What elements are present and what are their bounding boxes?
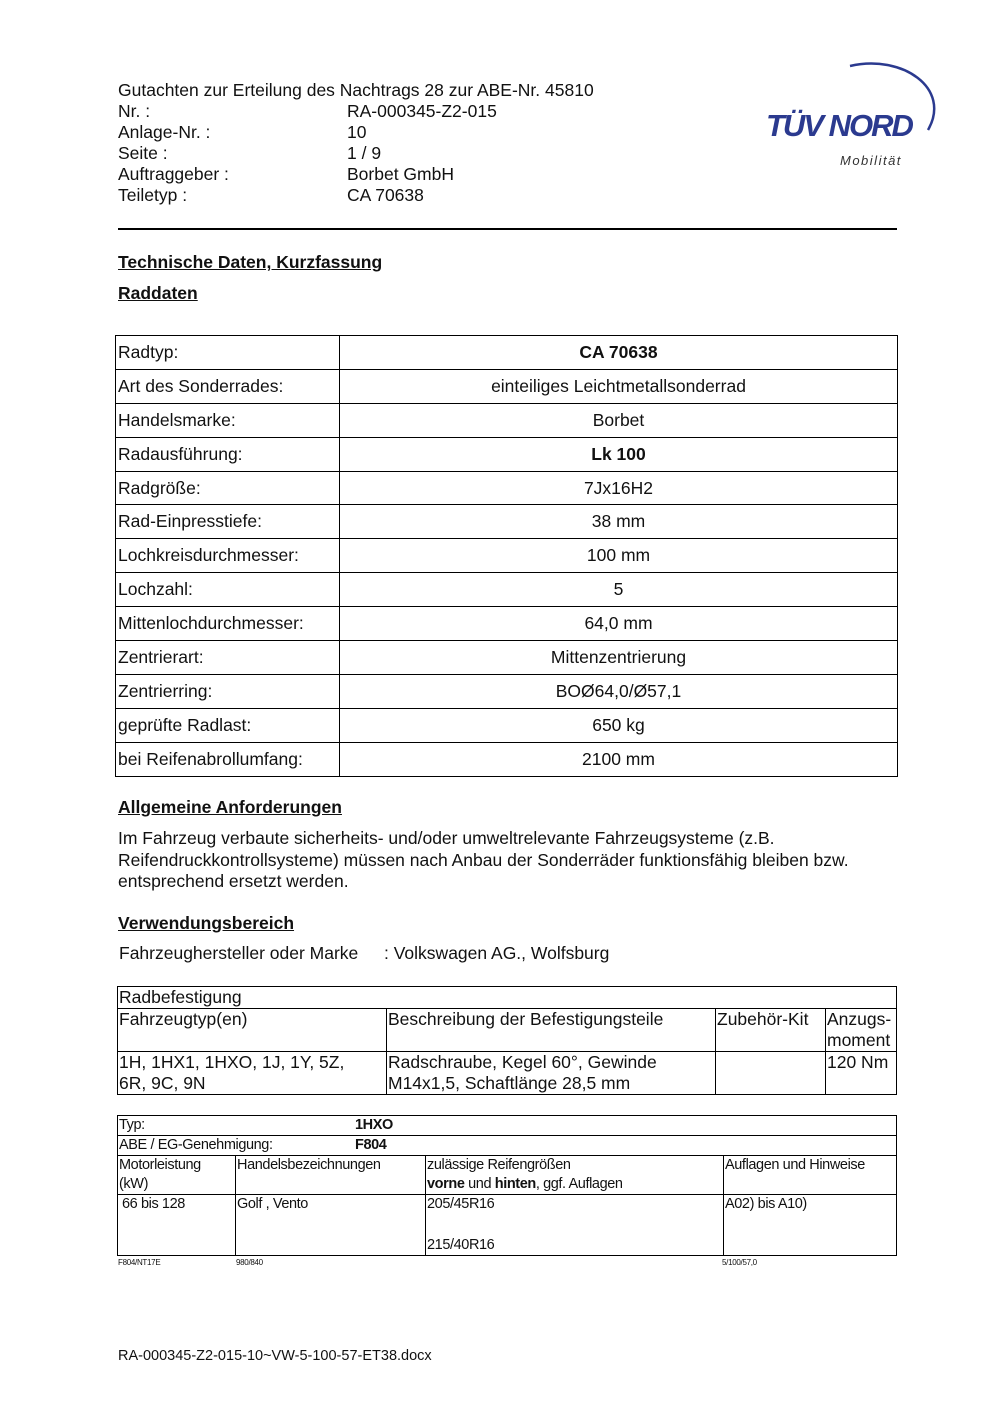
- row-label: Radgröße:: [116, 471, 340, 505]
- header-line: [427, 1175, 722, 1194]
- table-row: [116, 471, 898, 505]
- table-row: [116, 505, 898, 539]
- row-label: Lochzahl:: [116, 573, 340, 607]
- raddaten-table: [115, 335, 898, 777]
- row-label: bei Reifenabrollumfang:: [116, 742, 340, 776]
- typ-label: Typ:: [119, 1117, 145, 1133]
- typ-row: [118, 1116, 897, 1136]
- header-row-teiletyp: [118, 185, 594, 206]
- row-label: Mittenlochdurchmesser:: [116, 607, 340, 641]
- table-row: [118, 1116, 897, 1136]
- column-header: Handelsbezeichnungen: [236, 1156, 426, 1195]
- header-label: Seite :: [118, 143, 168, 163]
- header-divider: [118, 228, 897, 230]
- abe-row: [118, 1136, 897, 1156]
- cell-line: 1H, 1HX1, 1HXO, 1J, 1Y, 5Z,: [119, 1052, 345, 1072]
- header-bold: hinten: [494, 1176, 536, 1192]
- cell-beschreibung: [387, 1052, 716, 1095]
- row-value: 650 kg: [340, 708, 898, 742]
- logo-arc-icon: [762, 58, 942, 173]
- header-label: Nr. :: [118, 101, 151, 121]
- table-row: [116, 539, 898, 573]
- row-label: Zentrierring:: [116, 674, 340, 708]
- table-row: [116, 607, 898, 641]
- header-value: CA 70638: [347, 185, 424, 205]
- table-row: [116, 336, 898, 370]
- section-allgemeine-anforderungen: Allgemeine Anforderungen: [118, 797, 342, 817]
- table-row: [116, 641, 898, 675]
- header-label: Auftraggeber :: [118, 164, 229, 184]
- cell-auflagen: A02) bis A10): [724, 1195, 897, 1256]
- column-header: Zubehör-Kit: [716, 1009, 826, 1052]
- header-value: RA-000345-Z2-015: [347, 101, 497, 121]
- header-text: , ggf. Auflagen: [535, 1176, 623, 1192]
- row-label: geprüfte Radlast:: [116, 708, 340, 742]
- tuev-nord-logo: [762, 58, 942, 173]
- code-left: F804/NT17E: [118, 1258, 161, 1267]
- table-row: [116, 708, 898, 742]
- section-verwendungsbereich: Verwendungsbereich: [118, 913, 295, 933]
- abe-label: ABE / EG-Genehmigung:: [119, 1137, 273, 1153]
- cell-line: 215/40R16: [427, 1237, 495, 1253]
- row-value: 100 mm: [340, 539, 898, 573]
- column-header: Beschreibung der Befestigungsteile: [387, 1009, 716, 1052]
- logo-brand: TÜV NORD: [766, 108, 912, 143]
- row-value: 64,0 mm: [340, 607, 898, 641]
- table-row: [116, 742, 898, 776]
- row-label: Radtyp:: [116, 336, 340, 370]
- cell-line: M14x1,5, Schaftlänge 28,5 mm: [388, 1073, 631, 1093]
- row-label: Radausführung:: [116, 437, 340, 471]
- header-label: Teiletyp :: [118, 185, 188, 205]
- row-value: BOØ64,0/Ø57,1: [340, 674, 898, 708]
- column-header-anzugsmoment: [826, 1009, 897, 1052]
- column-header: Fahrzeugtyp(en): [118, 1009, 387, 1052]
- header-row-nr: [118, 101, 594, 122]
- header-line: moment: [827, 1030, 891, 1050]
- cell-moment: 120 Nm: [826, 1052, 897, 1095]
- header-value: 10: [347, 122, 367, 142]
- table-row: [118, 1009, 897, 1052]
- cell-motor: 66 bis 128: [118, 1195, 236, 1256]
- row-value: 7Jx16H2: [340, 471, 898, 505]
- table-row: [116, 437, 898, 471]
- row-value: Mittenzentrierung: [340, 641, 898, 675]
- radbefestigung-table: [117, 986, 897, 1095]
- cell-line: Radschraube, Kegel 60°, Gewinde: [388, 1052, 657, 1072]
- header-bold: vorne: [427, 1176, 465, 1192]
- cell-kit: [716, 1052, 826, 1095]
- column-header: Auflagen und Hinweise: [724, 1156, 897, 1195]
- text-line: entsprechend ersetzt werden.: [118, 871, 349, 891]
- cell-handel: Golf , Vento: [236, 1195, 426, 1256]
- table-row: [116, 403, 898, 437]
- cell-line: 6R, 9C, 9N: [119, 1073, 206, 1093]
- header-row-auftraggeber: [118, 164, 594, 185]
- row-value: 5: [340, 573, 898, 607]
- header-value: 1 / 9: [347, 143, 382, 163]
- table-row: [118, 987, 897, 1009]
- header-line: Motorleistung: [119, 1157, 201, 1173]
- typ-value: 1HXO: [355, 1117, 393, 1133]
- cell-fahrzeugtypen: [118, 1052, 387, 1095]
- abe-value: F804: [355, 1137, 387, 1153]
- table-row: [116, 573, 898, 607]
- spacer: [427, 1214, 722, 1236]
- text-line: Reifendruckkontrollsysteme) müssen nach Anbau der Sonderräder funktionsfähig bleiben bzw.: [118, 849, 849, 870]
- table-title: Radbefestigung: [118, 987, 897, 1009]
- header-text: und: [464, 1176, 495, 1192]
- row-value: Lk 100: [340, 437, 898, 471]
- section-raddaten: Raddaten: [118, 283, 198, 303]
- code-middle: 980/840: [236, 1258, 263, 1267]
- row-value: 2100 mm: [340, 742, 898, 776]
- header-label: Anlage-Nr. :: [118, 122, 211, 142]
- row-label: Lochkreisdurchmesser:: [116, 539, 340, 573]
- row-label: Rad-Einpresstiefe:: [116, 505, 340, 539]
- cell-line: 205/45R16: [427, 1196, 495, 1212]
- row-value: CA 70638: [340, 336, 898, 370]
- code-right: 5/100/57,0: [722, 1258, 757, 1267]
- table-row: [118, 1052, 897, 1095]
- allgemeine-text: [118, 828, 849, 893]
- table-row: [116, 369, 898, 403]
- footer-filename: RA-000345-Z2-015-10~VW-5-100-57-ET38.docx: [118, 1348, 432, 1364]
- hersteller-label: Fahrzeughersteller oder Marke: [119, 943, 359, 963]
- typ-table: [117, 1115, 897, 1256]
- header-row-anlage: [118, 122, 594, 143]
- header-line: zulässige Reifengrößen: [427, 1157, 571, 1173]
- column-header-motor: [118, 1156, 236, 1195]
- row-value: 38 mm: [340, 505, 898, 539]
- cell-reifen: [426, 1195, 724, 1256]
- section-technische-daten: Technische Daten, Kurzfassung: [118, 252, 383, 272]
- table-row: [118, 1156, 897, 1195]
- logo-sub: Mobilität: [840, 153, 902, 168]
- table-row: [118, 1136, 897, 1156]
- row-label: Handelsmarke:: [116, 403, 340, 437]
- text-line: Im Fahrzeug verbaute sicherheits- und/oder umweltrelevante Fahrzeugsysteme (z.B.: [118, 828, 775, 848]
- table-row: [116, 674, 898, 708]
- row-label: Zentrierart:: [116, 641, 340, 675]
- header-row-seite: [118, 143, 594, 164]
- document-title: Gutachten zur Erteilung des Nachtrags 28 zur ABE-Nr. 45810: [118, 80, 594, 100]
- header-line: Anzugs-: [827, 1009, 892, 1029]
- table-row: [118, 1195, 897, 1256]
- hersteller-value: : Volkswagen AG., Wolfsburg: [384, 943, 610, 963]
- document-header: [118, 80, 594, 206]
- row-value: einteiliges Leichtmetallsonderrad: [340, 369, 898, 403]
- column-header-reifen: [426, 1156, 724, 1195]
- row-value: Borbet: [340, 403, 898, 437]
- row-label: Art des Sonderrades:: [116, 369, 340, 403]
- header-value: Borbet GmbH: [347, 164, 454, 184]
- header-line: (kW): [119, 1176, 148, 1192]
